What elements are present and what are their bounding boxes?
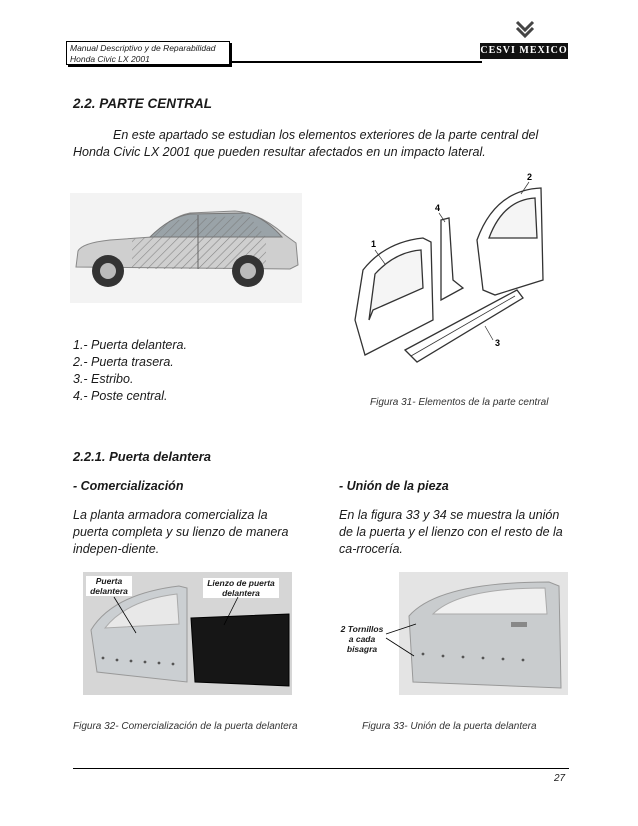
manual-title-line2: Honda Civic LX 2001 bbox=[70, 54, 150, 64]
cesvi-logo-text: CESVI MEXICO bbox=[480, 43, 568, 59]
legend-item: 3.- Estribo. bbox=[73, 372, 134, 386]
diagram-label-3: 3 bbox=[495, 338, 501, 348]
legend-item: 1.- Puerta delantera. bbox=[73, 338, 187, 352]
figure33-caption: Figura 33- Unión de la puerta delantera bbox=[362, 721, 537, 732]
diagram-label-4: 4 bbox=[435, 203, 441, 213]
page-number: 27 bbox=[554, 773, 566, 784]
footer-rule bbox=[73, 768, 569, 769]
diagram-label-2: 2 bbox=[527, 172, 533, 182]
manual-title-line1: Manual Descriptivo y de Reparabilidad bbox=[70, 43, 216, 53]
section-title: 2.2. PARTE CENTRAL bbox=[73, 96, 213, 111]
door-skin-callout: Lienzo de puerta delantera bbox=[203, 578, 279, 598]
door-union-photo bbox=[399, 572, 568, 695]
commercialization-text: La planta armadora comercializa la puerta completa y su lienzo de manera indepen-diente. bbox=[73, 508, 289, 556]
figure31-caption: Figura 31- Elementos de la parte central bbox=[370, 397, 549, 408]
commercialization-heading: - Comercialización bbox=[73, 479, 184, 493]
header-rule bbox=[232, 61, 482, 63]
front-door-callout: Puerta delantera bbox=[86, 576, 132, 596]
section-intro: En este apartado se estudian los elementos exteriores de la parte central del Honda Civic LX 2001 que pueden resultar afectados en un impacto lateral. bbox=[73, 128, 539, 159]
car-side-photo bbox=[70, 193, 302, 303]
part-union-text: En la figura 33 y 34 se muestra la unión de la puerta y el lienzo con el resto de la ca-rrocería. bbox=[339, 508, 563, 556]
bolts-leader-lines bbox=[384, 616, 424, 666]
subsection-title: 2.2.1. Puerta delantera bbox=[73, 449, 212, 464]
figure32-caption: Figura 32- Comercialización de la puerta delantera bbox=[73, 721, 298, 732]
part-union-heading: - Unión de la pieza bbox=[339, 479, 449, 493]
bolts-callout: 2 Tornillos a cada bisagra bbox=[338, 624, 386, 654]
callout-leader-lines bbox=[100, 595, 240, 645]
diagram-label-1: 1 bbox=[371, 239, 377, 249]
cesvi-logo-icon bbox=[513, 18, 537, 40]
parts-legend bbox=[73, 337, 187, 405]
legend-item: 2.- Puerta trasera. bbox=[73, 355, 174, 369]
legend-item: 4.- Poste central. bbox=[73, 389, 168, 403]
central-parts-diagram bbox=[345, 170, 545, 380]
manual-title-box bbox=[66, 41, 230, 65]
